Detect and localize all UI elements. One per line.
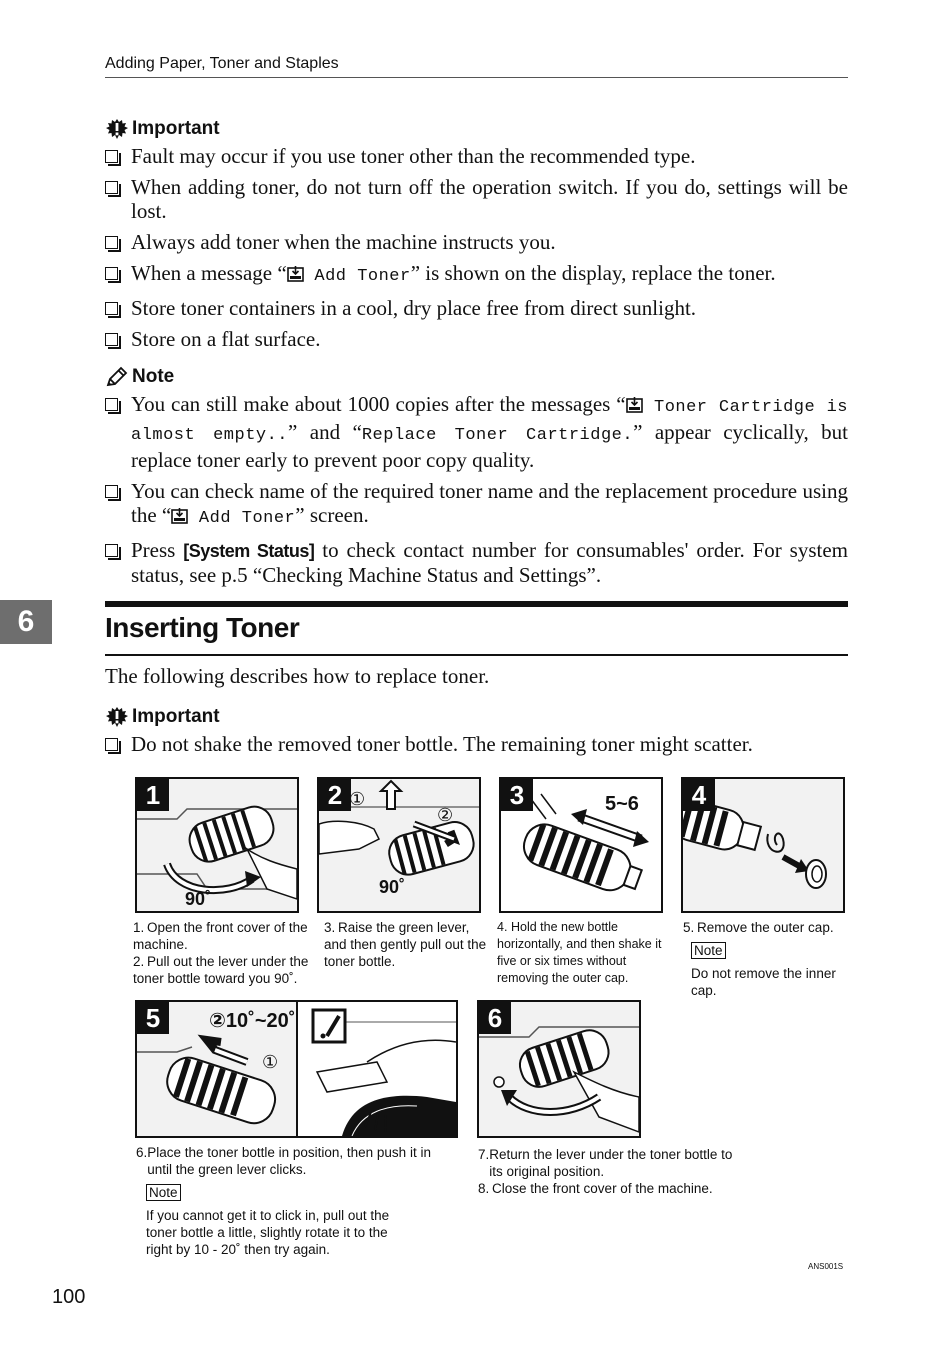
header-rule (105, 77, 848, 78)
step-number: 2 (319, 779, 351, 811)
list-item: Store on a flat surface. (105, 327, 848, 351)
list-item: You can still make about 1000 copies after the messages “ Toner Cartridge is almost empty..” and “Replace Toner Cartridge.” appear cyclically, but replace toner early to prevent poor copy quality. (105, 392, 848, 472)
important-heading (105, 706, 848, 728)
page-number: 100 (52, 1286, 86, 1308)
list-item: When a message “ Add Toner” is shown on the display, replace the toner. (105, 261, 848, 289)
note-box: Note (691, 942, 726, 959)
step-number: 1 (137, 779, 169, 811)
list-item: Fault may occur if you use toner other than the recommended type. (105, 144, 848, 168)
list-item: Press [System Status] to check contact number for consumables' order. For system status, see p.5 “Checking Machine Status and Settings”. (105, 538, 848, 587)
caption-note: If you cannot get it to click in, pull out the toner bottle a little, slightly rotate it to the right by 10 - 20˚ then try again. (146, 1208, 390, 1257)
step-caption: 4. Hold the new bottle horizontally, and then shake it five or six times without removing the outer cap. (497, 920, 662, 985)
running-header: Adding Paper, Toner and Staples (105, 55, 339, 72)
callout-1: ① (349, 789, 366, 809)
insert-bottle-illustration (137, 1002, 456, 1136)
caption-text: Pull out the lever under the toner bottle toward you 90˚. (133, 954, 309, 986)
important-block (105, 118, 848, 358)
angle-callout: 90˚ (379, 877, 406, 897)
note-label: Note (132, 366, 175, 387)
step-caption: 1. Open the front cover of the machine. 2. Pull out the lever under the toner bottle toward you 90˚. (133, 920, 309, 986)
list-item: Do not shake the removed toner bottle. The remaining toner might scatter. (105, 732, 848, 756)
step-illustration-5 (135, 1000, 458, 1138)
step-number: 6 (479, 1002, 511, 1034)
caption-text: Hold the new bottle horizontally, and then shake it five or six times without removing the outer cap. (497, 920, 662, 985)
step-caption: 5. Remove the outer cap. Note Do not remove the inner cap. (683, 919, 853, 999)
step-illustration-2 (317, 777, 481, 913)
list-item: You can check name of the required toner name and the replacement procedure using the “ Add Toner” screen. (105, 479, 848, 531)
note-block (105, 366, 848, 594)
step-number: 4 (683, 779, 715, 811)
important-icon (105, 706, 129, 728)
caption-note: Do not remove the inner cap. (691, 966, 836, 998)
list-item: Store toner containers in a cool, dry place free from direct sunlight. (105, 296, 848, 320)
step-illustration-6 (477, 1000, 641, 1138)
pencil-icon (105, 366, 129, 388)
step-illustration-4 (681, 777, 845, 913)
toner-icon (626, 392, 643, 416)
step-illustration-3 (499, 777, 663, 913)
note-box: Note (146, 1184, 181, 1201)
step-number: 5 (137, 1002, 169, 1034)
caption-text: Close the front cover of the machine. (492, 1181, 713, 1196)
important-block (105, 706, 848, 763)
angle-callout: 90˚ (185, 889, 212, 909)
important-label: Important (132, 706, 220, 727)
step-number: 3 (501, 779, 533, 811)
angle-callout: ②10˚~20˚ (209, 1010, 296, 1032)
step-illustration-1 (135, 777, 299, 913)
step-caption: 7. Return the lever under the toner bottle to its original position. 8. Close the front cover of the machine. (478, 1146, 743, 1197)
caption-text: Return the lever under the toner bottle to its original position. (489, 1147, 733, 1179)
caption-text: Open the front cover of the machine. (133, 920, 308, 952)
note-heading (105, 366, 848, 388)
step-caption: 3. Raise the green lever, and then gently pull out the toner bottle. (324, 920, 487, 969)
callout-2: ② (437, 805, 454, 825)
figure-code: ANS001S (808, 1262, 844, 1271)
key-name: [System Status] (183, 541, 315, 561)
important-icon (105, 118, 129, 140)
shake-count-callout: 5~6 (605, 793, 639, 815)
list-item: When adding toner, do not turn off the operation switch. If you do, settings will be lost. (105, 175, 848, 223)
section-rule (105, 654, 848, 656)
section-intro: The following describes how to replace toner. (105, 664, 490, 688)
caption-text: Place the toner bottle in position, then push it in until the green lever clicks. (147, 1145, 431, 1177)
chapter-tab: 6 (0, 600, 52, 644)
important-heading (105, 118, 848, 140)
list-item: Always add toner when the machine instructs you. (105, 230, 848, 254)
section-rule (105, 601, 848, 607)
section-title: Inserting Toner (105, 612, 300, 643)
step-caption: 6. Place the toner bottle in position, then push it in until the green lever clicks. Note If you cannot get it to click in, pull out the toner bottle a little, slightly rotate it to the right by 10 - 20˚ then try again. (136, 1144, 456, 1258)
toner-icon (171, 503, 188, 527)
caption-text: Raise the green lever, and then gently pull out the toner bottle. (324, 920, 487, 969)
callout-1: ① (262, 1052, 279, 1072)
important-label: Important (132, 118, 220, 139)
toner-icon (287, 261, 304, 285)
caption-text: Remove the outer cap. (697, 920, 834, 935)
